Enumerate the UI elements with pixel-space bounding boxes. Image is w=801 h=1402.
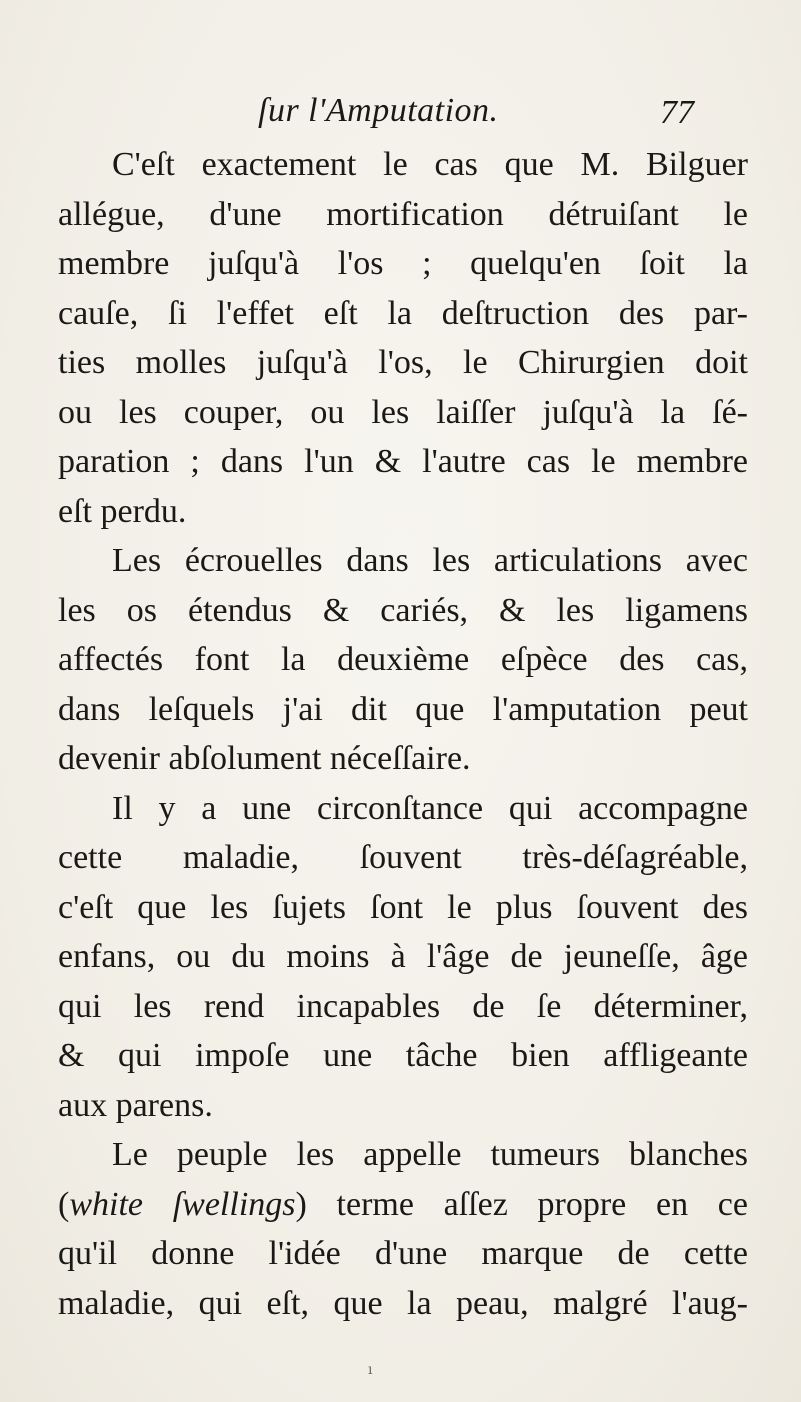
text-line: Il y a une circonſtance qui accompagne: [112, 789, 748, 827]
text-line: affectés font la deuxième eſpèce des cas,: [58, 641, 748, 678]
text-line: aux parens.: [58, 1086, 213, 1124]
text-line: dans leſquels j'ai dit que l'amputation peut: [58, 690, 748, 728]
text-line: Les écrouelles dans les articulations avec: [112, 542, 748, 579]
text-line: allégue, d'une mortification détruiſant le: [58, 195, 748, 233]
text-line: cette maladie, ſouvent très-déſagréable,: [58, 839, 748, 876]
text-line: Le peuple les appelle tumeurs blanches: [112, 1136, 748, 1173]
text-line: eſt perdu.: [58, 492, 187, 530]
footer-mark: ı: [368, 1362, 373, 1378]
text-line: devenir abſolument néceſſaire.: [58, 740, 471, 777]
text-line: maladie, qui eſt, que la peau, malgré l'aug-: [58, 1284, 748, 1322]
body-text: [58, 140, 748, 1328]
text-line: enfans, ou du moins à l'âge de jeuneſſe, âge: [58, 938, 748, 975]
text-line: qui les rend incapables de ſe déterminer,: [58, 987, 748, 1025]
text-line: ou les couper, ou les laiſſer juſqu'à la ſé-: [58, 393, 748, 431]
text-line: membre juſqu'à l'os ; quelqu'en ſoit la: [58, 245, 748, 282]
italic-phrase: white ſwellings: [69, 1185, 296, 1223]
page-header: [0, 92, 801, 142]
running-title: ſur l'Amputation.: [258, 92, 499, 129]
text-line: cauſe, ſi l'effet eſt la deſtruction des par-: [58, 294, 748, 332]
text-line: C'eſt exactement le cas que M. Bilguer: [112, 146, 748, 183]
text-line: & qui impoſe une tâche bien affligeante: [58, 1037, 748, 1074]
text-line: qu'il donne l'idée d'une marque de cette: [58, 1235, 748, 1272]
text-line: paration ; dans l'un & l'autre cas le membre: [58, 443, 748, 480]
text-line: les os étendus & cariés, & les ligamens: [58, 591, 748, 629]
text-line: ties molles juſqu'à l'os, le Chirurgien doit: [58, 344, 748, 381]
text-line: (white ſwellings) terme aſſez propre en ce: [58, 1185, 748, 1223]
text-line: c'eſt que les ſujets ſont le plus ſouvent des: [58, 888, 748, 926]
page-number: 77: [660, 94, 694, 131]
